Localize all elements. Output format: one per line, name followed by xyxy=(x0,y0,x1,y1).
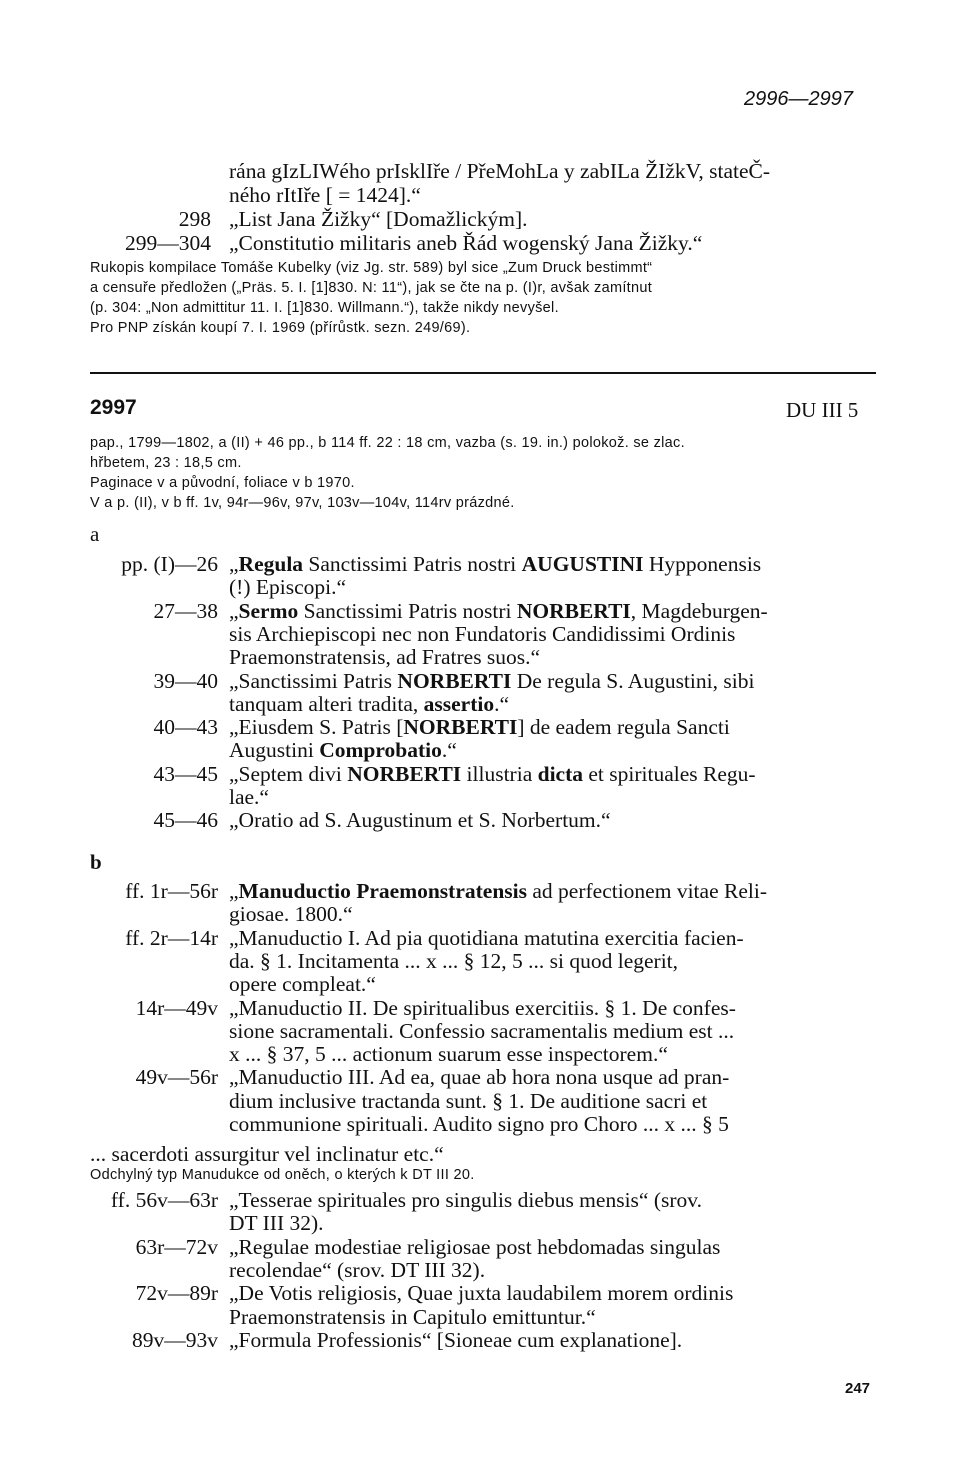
entry-text-line: „Regulae modestiae religiosae post hebdomadas singulas xyxy=(229,1234,721,1259)
entry-ref: 49v—56r xyxy=(135,1065,218,1090)
record-number: 2997 xyxy=(90,396,137,419)
entry-299-number: 299—304 xyxy=(125,231,211,255)
entry-299-text: „Constitutio militaris aneb Řád wogenský Jana Žižky.“ xyxy=(229,231,703,255)
entry-text-line: „Manuductio Praemonstratensis ad perfectionem vitae Reli- xyxy=(229,879,767,903)
page-number: 247 xyxy=(845,1380,871,1397)
record-desc-1: pap., 1799—1802, a (II) + 46 pp., b 114 ff. 22 : 18 cm, vazba (s. 19. in.) polokož. se zlac. xyxy=(90,435,685,451)
entry-text-line: recolendae“ (srov. DT III 32). xyxy=(229,1257,486,1282)
entry-text-line: sis Archiepiscopi nec non Fundatoris Candidissimi Ordinis xyxy=(229,621,736,646)
entry-ref: 63r—72v xyxy=(135,1234,218,1259)
top-note-4: Pro PNP získán koupí 7. I. 1969 (přírůstk. sezn. 249/69). xyxy=(90,320,471,336)
top-note-3: (p. 304: „Non admittitur 11. I. [1]830. Willmann.“), takže nikdy nevyšel. xyxy=(90,300,559,316)
entry-text-line: tanquam alteri tradita, assertio.“ xyxy=(229,691,509,716)
entry-text-line: „Oratio ad S. Augustinum et S. Norbertum.“ xyxy=(229,808,611,833)
record-signature: DU III 5 xyxy=(786,398,859,422)
entry-ref: 27—38 xyxy=(153,598,218,623)
entry-ref: ff. 2r—14r xyxy=(125,925,218,950)
entry-text-line: Augustini Comprobatio.“ xyxy=(229,738,457,763)
part-a-label: a xyxy=(90,522,100,546)
entry-text-line: x ... § 37, 5 ... actionum suarum esse inspectorem.“ xyxy=(229,1042,668,1067)
part-b-tail-line: ... sacerdoti assurgitur vel inclinatur etc.“ xyxy=(90,1142,444,1166)
entry-text-line: „Septem divi NORBERTI illustria dicta et spirituales Regu- xyxy=(229,761,756,786)
entry-text-line: „Tesserae spirituales pro singulis diebus mensis“ (srov. xyxy=(229,1188,702,1212)
entry-text-line: Praemonstratensis, ad Fratres suos.“ xyxy=(229,645,541,670)
entry-text-line: opere compleat.“ xyxy=(229,972,376,997)
entry-text-line: „De Votis religiosis, Quae juxta laudabilem morem ordinis xyxy=(229,1281,734,1306)
entry-text-line: „Sanctissimi Patris NORBERTI De regula S. Augustini, sibi xyxy=(229,668,755,693)
part-b-label: b xyxy=(90,850,102,874)
top-line-2: ného rItIře [ = 1424].“ xyxy=(229,183,421,207)
entry-ref: ff. 56v—63r xyxy=(110,1188,218,1212)
entry-text-line: „Manuductio III. Ad ea, quae ab hora nona usque ad pran- xyxy=(229,1065,730,1090)
entry-text-line: (!) Episcopi.“ xyxy=(229,575,347,600)
entry-ref: 89v—93v xyxy=(132,1327,218,1352)
entry-text-line: „Eiusdem S. Patris [NORBERTI] de eadem regula Sancti xyxy=(229,715,730,740)
entry-text-line: giosae. 1800.“ xyxy=(229,902,353,927)
entry-text-line: DT III 32). xyxy=(229,1211,324,1236)
entry-text-line: Praemonstratensis in Capitulo emittuntur.“ xyxy=(229,1304,596,1329)
entry-ref: 45—46 xyxy=(153,808,218,833)
entry-text-line: „Manuductio II. De spiritualibus exercitiis. § 1. De confes- xyxy=(229,995,736,1020)
entry-text-line: „Sermo Sanctissimi Patris nostri NORBERTI, Magdeburgen- xyxy=(229,598,768,623)
record-desc-4: V a p. (II), v b ff. 1v, 94r—96v, 97v, 103v—104v, 114rv prázdné. xyxy=(90,495,515,511)
entry-text-line: da. § 1. Incitamenta ... x ... § 12, 5 ... si quod legerit, xyxy=(229,948,679,973)
entry-ref: 43—45 xyxy=(153,761,218,786)
entry-ref: 39—40 xyxy=(153,668,218,693)
entry-ref: 40—43 xyxy=(153,715,218,740)
section-divider xyxy=(90,372,876,374)
record-desc-3: Paginace v a původní, foliace v b 1970. xyxy=(90,475,355,491)
entry-text-line: lae.“ xyxy=(229,785,269,809)
entry-text-line: sione sacramentali. Confessio sacramentalis medium est ... xyxy=(229,1018,735,1043)
top-note-1: Rukopis kompilace Tomáše Kubelky (viz Jg. str. 589) byl sice „Zum Druck bestimmt“ xyxy=(90,260,653,276)
part-b-note: Odchylný typ Manudukce od oněch, o kterých k DT III 20. xyxy=(90,1167,475,1183)
entry-ref: ff. 1r—56r xyxy=(125,879,218,903)
entry-ref: pp. (I)—26 xyxy=(121,552,218,576)
entry-298-text: „List Jana Žižky“ [Domažlickým]. xyxy=(229,207,528,231)
entry-text-line: communione spirituali. Audito signo pro Choro ... x ... § 5 xyxy=(229,1112,729,1136)
top-line-1: rána gIzLIWého prIsklIře / PřeMohLa y zabILa ŽIžkV, stateČ- xyxy=(229,159,771,183)
entry-298-number: 298 xyxy=(178,207,211,231)
entry-text-line: „Manuductio I. Ad pia quotidiana matutina exercitia facien- xyxy=(229,925,744,950)
entry-ref: 72v—89r xyxy=(135,1281,218,1306)
record-desc-2: hřbetem, 23 : 18,5 cm. xyxy=(90,455,242,471)
entry-text-line: „Regula Sanctissimi Patris nostri AUGUSTINI Hypponensis xyxy=(229,552,762,576)
entry-ref: 14r—49v xyxy=(135,995,218,1020)
entry-text-line: dium inclusive tractanda sunt. § 1. De auditione sacri et xyxy=(229,1088,708,1113)
running-head: 2996—2997 xyxy=(744,88,853,110)
top-note-2: a censuře předložen („Präs. 5. I. [1]830. N: 11“), jak se čte na p. (I)r, avšak zamítnut xyxy=(90,280,653,296)
entry-text-line: „Formula Professionis“ [Sioneae cum explanatione]. xyxy=(229,1327,683,1352)
